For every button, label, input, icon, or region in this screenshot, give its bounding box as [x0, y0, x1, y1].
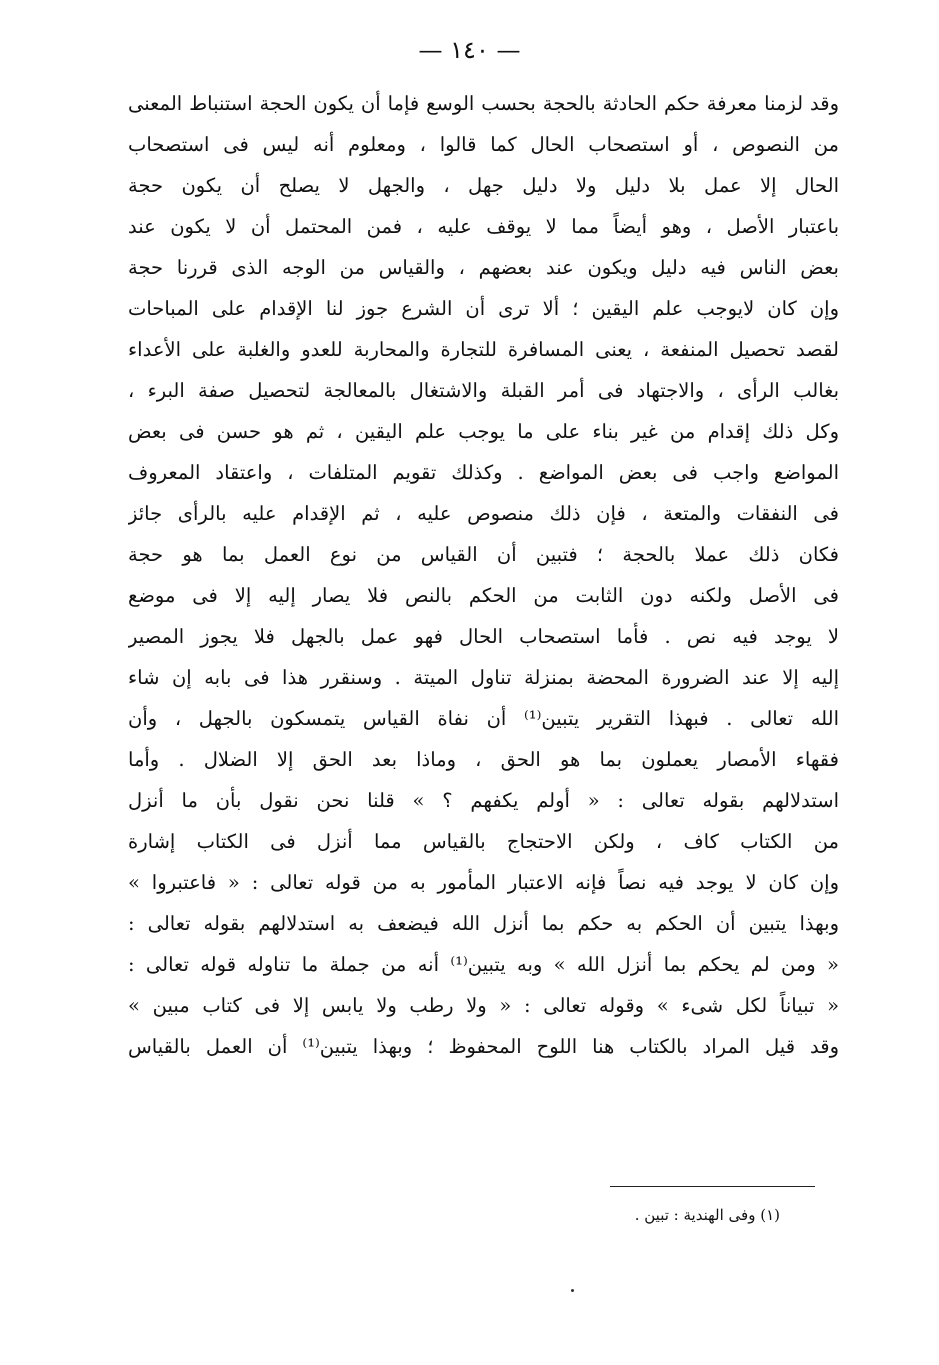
text-line: فكان ذلك عملا بالحجة ؛ فتبين أن القياس من نوع العمل بما هو حجة	[128, 543, 839, 566]
text-line: لا يوجد فيه نص . فأما استصحاب الحال فهو عمل بالجهل فلا يجوز المصير	[128, 625, 839, 648]
footnote: (١) وفى الهندية : تبين .	[634, 1206, 780, 1224]
text-line: من الكتاب كاف ، ولكن الاحتجاج بالقياس مما أنزل فى الكتاب إشارة	[128, 830, 839, 853]
text-line: فى الأصل ولكنه دون الثابت من الحكم بالنص فلا يصار إليه إلا فى موضع	[128, 584, 839, 607]
text-line: الحال إلا عمل بلا دليل ولا دليل جهل ، والجهل لا يصلح أن يكون حجة	[128, 174, 839, 197]
text-line: وإن كان لا يوجد فيه نصاً فإنه الاعتبار المأمور به من قوله تعالى : « فاعتبروا »	[128, 871, 839, 894]
text-line: الله تعالى . فبهذا التقرير يتبين⁽¹⁾ أن نفاة القياس يتمسكون بالجهل ، وأن	[128, 707, 839, 730]
text-line: بعض الناس فيه دليل ويكون عند بعضهم ، والقياس من الوجه الذى قررنا حجة	[128, 256, 839, 279]
text-line: وإن كان لايوجب علم اليقين ؛ ألا ترى أن الشرع جوز لنا الإقدام على المباحات	[128, 297, 839, 320]
text-line: من النصوص ، أو استصحاب الحال كما قالوا ، ومعلوم أنه ليس فى استصحاب	[128, 133, 839, 156]
text-line: وقد لزمنا معرفة حكم الحادثة بالحجة بحسب الوسع فإما أن يكون الحجة استنباط المعنى	[128, 92, 839, 115]
text-line: « تبياناً لكل شىء » وقوله تعالى : « ولا رطب ولا يابس إلا فى كتاب مبين »	[128, 994, 839, 1017]
text-line: وقد قيل المراد بالكتاب هنا اللوح المحفوظ ؛ وبهذا يتبين⁽¹⁾ أن العمل بالقياس	[128, 1035, 839, 1058]
text-line: « ومن لم يحكم بما أنزل الله » وبه يتبين⁽¹⁾ أنه من جملة ما تناوله قوله تعالى :	[128, 953, 839, 976]
text-line: بغالب الرأى ، والاجتهاد فى أمر القبلة والاشتغال بالمعالجة لتحصيل صفة البرء ،	[128, 379, 839, 402]
text-line: وبهذا يتبين أن الحكم به حكم بما أنزل الله فيضعف به استدلالهم بقوله تعالى :	[128, 912, 839, 935]
print-speck	[571, 1289, 574, 1292]
text-line: إليه إلا عند الضرورة المحضة بمنزلة تناول الميتة . وسنقرر هذا فى بابه إن شاء	[128, 666, 839, 689]
text-line: لقصد تحصيل المنفعة ، يعنى المسافرة للتجارة والمحاربة للعدو والغلبة على الأعداء	[128, 338, 839, 361]
text-line: فقهاء الأمصار يعملون بما هو الحق ، وماذا بعد الحق إلا الضلال . وأما	[128, 748, 839, 771]
text-line: استدلالهم بقوله تعالى : « أولم يكفهم ؟ » قلنا نحن نقول بأن ما أنزل	[128, 789, 839, 812]
page-number: — ١٤٠ —	[418, 36, 521, 64]
body-text	[128, 83, 839, 1067]
footnote-divider	[610, 1186, 815, 1187]
text-line: فى النفقات والمتعة ، فإن ذلك منصوص عليه ، ثم الإقدام عليه بالرأى جائز	[128, 502, 839, 525]
text-line: المواضع واجب فى بعض المواضع . وكذلك تقويم المتلفات ، واعتقاد المعروف	[128, 461, 839, 484]
text-line: باعتبار الأصل ، وهو أيضاً مما لا يوقف عليه ، فمن المحتمل أن لا يكون عند	[128, 215, 839, 238]
text-line: وكل ذلك إقدام من غير بناء على ما يوجب علم اليقين ، ثم هو حسن فى بعض	[128, 420, 839, 443]
